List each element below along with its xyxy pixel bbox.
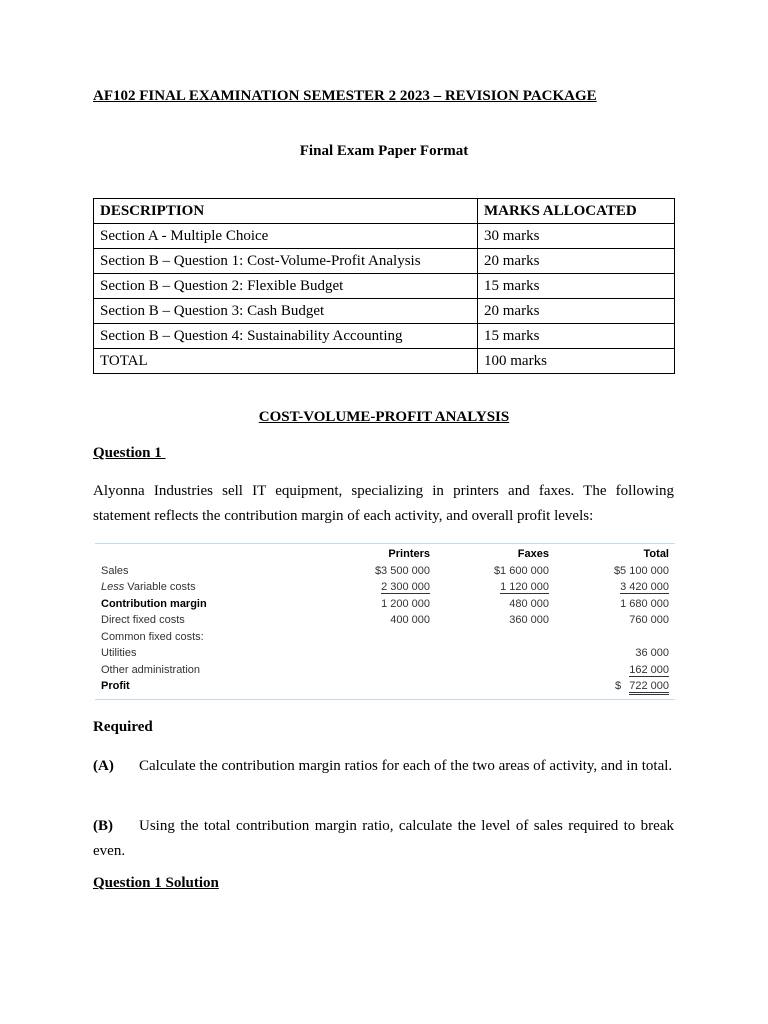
- total-value: 1 680 000: [620, 598, 669, 610]
- statement-row-utilities: [95, 645, 675, 661]
- faxes-value: [469, 579, 549, 595]
- total-value-text: 162 000: [629, 664, 669, 676]
- marks-table: [93, 198, 675, 374]
- printers-value: $3 500 000: [374, 565, 430, 577]
- statement-row-direct-fixed: [95, 612, 675, 628]
- faxes-value-text: 1 120 000: [500, 581, 549, 593]
- total-value: [589, 678, 669, 694]
- dollar-sign: $: [615, 680, 622, 692]
- row-description: Section B – Question 2: Flexible Budget: [94, 274, 478, 299]
- row-marks: 15 marks: [478, 274, 675, 299]
- row-label: Sales: [101, 565, 129, 577]
- printers-value: 400 000: [390, 614, 430, 626]
- row-description: Section B – Question 3: Cash Budget: [94, 299, 478, 324]
- solution-heading: Question 1 Solution: [93, 875, 219, 891]
- row-description: Section B – Question 4: Sustainability Accounting: [94, 324, 478, 349]
- total-value: [589, 662, 669, 678]
- row-label: Profit: [101, 680, 130, 692]
- part-tag: (B): [93, 818, 113, 834]
- statement-row-contribution-margin: [95, 596, 675, 612]
- part-a: [93, 754, 674, 779]
- row-label: [101, 579, 196, 595]
- marks-table-header: [94, 199, 675, 224]
- table-row: [94, 249, 675, 274]
- header-description: DESCRIPTION: [94, 199, 478, 224]
- part-text: Calculate the contribution margin ratios for each of the two areas of activity, and in total.: [139, 758, 673, 774]
- row-marks: 20 marks: [478, 249, 675, 274]
- table-row: [94, 224, 675, 249]
- table-row-total: [94, 349, 675, 374]
- row-label: Utilities: [101, 647, 137, 659]
- table-row: [94, 274, 675, 299]
- total-value-text: 3 420 000: [620, 581, 669, 593]
- printers-value: 1 200 000: [381, 598, 430, 610]
- format-heading: Final Exam Paper Format: [299, 143, 469, 159]
- statement-header: [95, 546, 675, 562]
- total-value: 36 000: [635, 647, 669, 659]
- statement-row-sales: [95, 563, 675, 579]
- row-label-text: Variable costs: [124, 581, 196, 593]
- part-b: [93, 814, 674, 864]
- contribution-statement: [95, 543, 675, 700]
- section-heading: COST-VOLUME-PROFIT ANALYSIS: [258, 409, 510, 425]
- row-marks: 20 marks: [478, 299, 675, 324]
- col-printers: Printers: [388, 548, 430, 560]
- total-value: $5 100 000: [613, 565, 669, 577]
- statement-row-common-fixed: [95, 629, 675, 645]
- header-marks: MARKS ALLOCATED: [478, 199, 675, 224]
- faxes-value: $1 600 000: [493, 565, 549, 577]
- row-label: Contribution margin: [101, 598, 207, 610]
- row-marks: 30 marks: [478, 224, 675, 249]
- document-title: AF102 FINAL EXAMINATION SEMESTER 2 2023 – REVISION PACKAGE: [93, 88, 597, 104]
- row-description: Section A - Multiple Choice: [94, 224, 478, 249]
- total-value: 760 000: [629, 614, 669, 626]
- less-prefix: Less: [101, 581, 125, 593]
- printers-value: [350, 579, 430, 595]
- statement-row-variable-costs: [95, 579, 675, 595]
- col-faxes: Faxes: [517, 548, 549, 560]
- part-tag: (A): [93, 758, 114, 774]
- row-label: Other administration: [101, 664, 201, 676]
- total-value-text: 722 000: [629, 680, 669, 695]
- row-label: Common fixed costs:: [101, 631, 204, 643]
- row-label: Direct fixed costs: [101, 614, 185, 626]
- col-total: Total: [643, 548, 669, 560]
- printers-value-text: 2 300 000: [381, 581, 430, 593]
- total-value: [589, 579, 669, 595]
- statement-row-profit: [95, 678, 675, 694]
- required-heading: Required: [93, 719, 153, 735]
- question-text: Alyonna Industries sell IT equipment, specializing in printers and faxes. The following statement reflects the contribution margin of each activity, and overall profit levels:: [93, 483, 674, 524]
- statement-row-other-admin: [95, 662, 675, 678]
- faxes-value: 360 000: [509, 614, 549, 626]
- row-description: TOTAL: [94, 349, 478, 374]
- row-marks: 100 marks: [478, 349, 675, 374]
- table-row: [94, 324, 675, 349]
- question-heading: Question 1: [93, 445, 166, 461]
- row-description: Section B – Question 1: Cost-Volume-Profit Analysis: [94, 249, 478, 274]
- table-row: [94, 299, 675, 324]
- part-text: Using the total contribution margin ratio, calculate the level of sales required to break even.: [93, 818, 674, 859]
- row-marks: 15 marks: [478, 324, 675, 349]
- faxes-value: 480 000: [509, 598, 549, 610]
